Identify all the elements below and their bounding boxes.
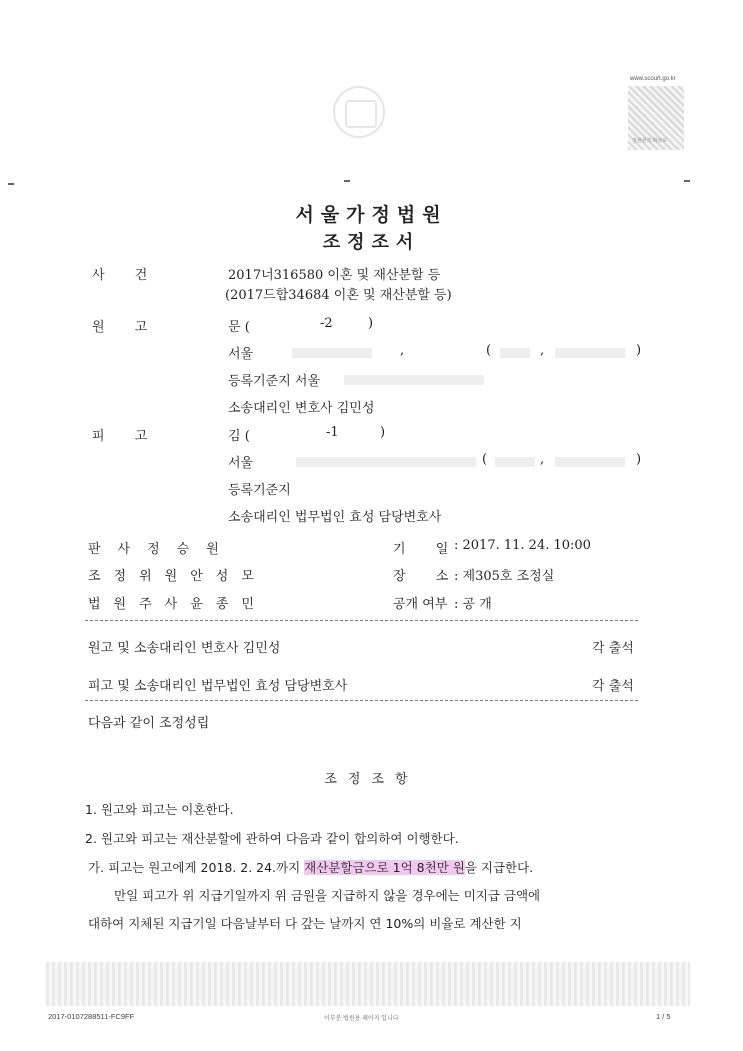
plaintiff-addr-paren-close: ): [636, 343, 642, 358]
attendance-status: 각 출석: [592, 679, 634, 694]
redaction-mask: [555, 348, 625, 358]
public-label: 공개 여부: [393, 597, 448, 612]
document-title: 조정조서: [322, 232, 421, 253]
case-original-number: (2017드합34684 이혼 및 재산분할 등): [225, 288, 452, 303]
redaction-mask: [296, 457, 476, 467]
defendant-close-paren: ): [380, 425, 386, 440]
mediation-result: 다음과 같이 조정성립: [88, 716, 210, 731]
defendant-id-suffix: -1: [326, 425, 339, 440]
plaintiff-label: 원 고: [92, 320, 161, 335]
defendant-addr-paren-comma: ,: [540, 452, 545, 467]
clerk: 법원주사윤종민: [88, 597, 267, 612]
divider: [85, 620, 638, 621]
plaintiff-id-suffix: -2: [320, 316, 333, 331]
term-paragraph-line: 대하여 지체된 지급기일 다음날부터 다 갚는 날까지 연 10%의 비율로 계산한 지: [88, 916, 522, 931]
plaintiff-address: 서울: [228, 347, 254, 362]
redaction-mask: [344, 375, 484, 385]
case-label: 사 건: [92, 268, 161, 283]
place-label: 장 소: [393, 569, 462, 584]
attendance-status: 각 출석: [592, 641, 634, 656]
edge-mark: [8, 183, 14, 185]
case-number: 2017너316580 이혼 및 재산분할 등: [228, 268, 441, 283]
defendant-addr-paren-close: ): [636, 452, 642, 467]
public-value: : 공 개: [454, 597, 492, 612]
redaction-mask: [500, 348, 530, 358]
date-value: : 2017. 11. 24. 10:00: [454, 538, 591, 553]
mediator: 조정위원안성모: [88, 569, 267, 584]
defendant-registry: 등록기준지: [228, 483, 291, 498]
divider: [85, 700, 638, 701]
qr-url: www.scourt.go.kr: [630, 76, 676, 82]
security-band: [46, 962, 690, 1006]
defendant-label: 피 고: [92, 429, 161, 444]
place-value: : 제305호 조정실: [454, 569, 555, 584]
redaction-mask: [495, 457, 535, 467]
plaintiff-addr-comma: ,: [400, 343, 405, 358]
edge-mark: [684, 180, 690, 182]
plaintiff-addr-paren-open: (: [486, 343, 492, 358]
qr-caption: 접관관적 확보로: [632, 138, 668, 144]
attendance-party: 원고 및 소송대리인 변호사 김민성: [88, 641, 281, 656]
term-sub-a-suffix: 을 지급한다.: [464, 860, 534, 875]
attendance-party: 피고 및 소송대리인 법무법인 효성 담당변호사: [88, 679, 348, 694]
plaintiff-addr-paren-comma: ,: [540, 343, 545, 358]
plaintiff-name: 문 (: [228, 320, 250, 335]
edge-mark: [344, 180, 350, 182]
term-paragraph-line: 만일 피고가 위 지급기일까지 위 금원을 지급하지 않을 경우에는 미지급 금액에: [114, 888, 541, 903]
highlighted-amount: 재산분할금으로 1억 8천만 원: [304, 860, 465, 875]
defendant-counsel: 소송대리인 법무법인 효성 담당변호사: [228, 510, 442, 525]
defendant-addr-paren-open: (: [482, 452, 488, 467]
plaintiff-counsel: 소송대리인 변호사 김민성: [228, 401, 375, 416]
court-name: 서울가정법원: [295, 204, 448, 226]
term-sub-a-prefix: 가. 피고는 원고에게 2018. 2. 24.까지: [88, 860, 301, 875]
term-item-2: 2. 원고와 피고는 재산분할에 관하여 다음과 같이 합의하여 이행한다.: [85, 831, 459, 846]
term-sub-a: [88, 858, 533, 876]
defendant-address: 서울: [228, 456, 254, 471]
defendant-name: 김 (: [228, 429, 250, 444]
term-item-1: 1. 원고와 피고는 이혼한다.: [85, 802, 234, 817]
redaction-mask: [555, 457, 625, 467]
page-number: 1 / 5: [656, 1012, 671, 1021]
plaintiff-registry: 등록기준지 서울: [228, 374, 321, 389]
date-label: 기 일: [393, 542, 462, 557]
footer-center-text: 이부분 법원용 페이지 입니다: [324, 1016, 399, 1022]
redaction-mask: [292, 348, 372, 358]
document-id: 2017-0107288511-FC9FF: [48, 1012, 135, 1021]
judge: 판사정승원: [88, 542, 236, 557]
plaintiff-close-paren: ): [368, 316, 374, 331]
terms-title: 조정조항: [324, 772, 419, 787]
court-seal-watermark: [333, 86, 385, 138]
